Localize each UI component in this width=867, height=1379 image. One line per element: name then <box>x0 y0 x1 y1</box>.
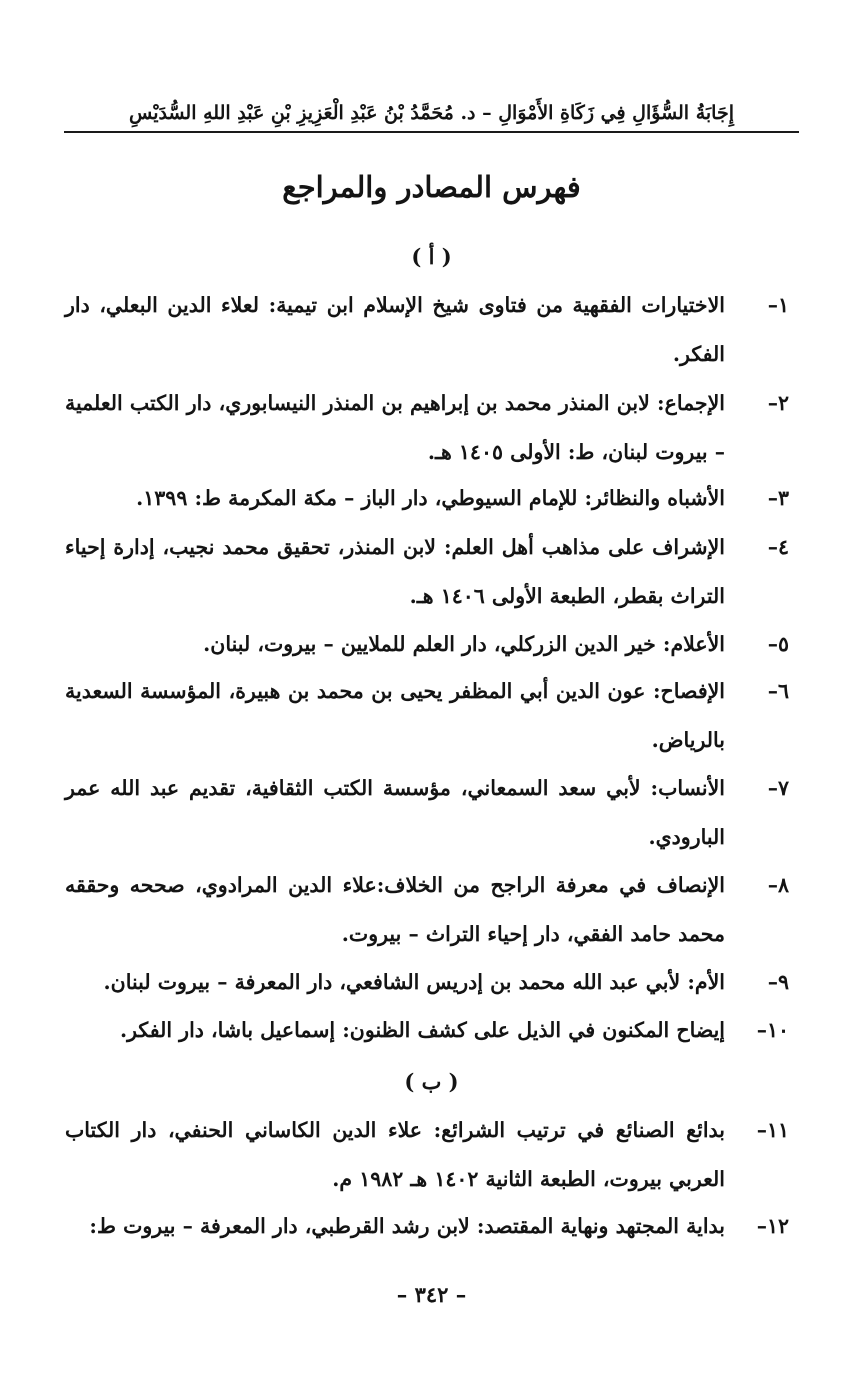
section-heading-ba: ( ب ) <box>404 1069 459 1094</box>
reference-entry-7 <box>65 764 789 862</box>
running-head: إِجَابَةُ السُّؤَالِ فِي زَكَاةِ الأَمْوَالِ – د. مُحَمَّدُ بْنُ عَبْدِ الْعَزِيزِ بْنِ عَبْدِ اللهِ السُّدَيْسِ <box>129 102 734 124</box>
entry-number: ٨– <box>767 873 789 897</box>
entry-text: الأم: لأبي عبد الله محمد بن إدريس الشافعي، دار المعرفة – بيروت لبنان. <box>103 970 725 994</box>
entry-text: الإجماع: لابن المنذر محمد بن إبراهيم بن المنذر النيسابوري، دار الكتب العلمية – بيروت لبنان، ط: الأولى ١٤٠٥ هـ. <box>65 391 725 464</box>
entry-number: ١١– <box>756 1118 789 1142</box>
entry-text: الاختيارات الفقهية من فتاوى شيخ الإسلام ابن تيمية: لعلاء الدين البعلي، دار الفكر. <box>65 293 725 366</box>
reference-entry-8 <box>65 861 789 959</box>
entry-text: بدائع الصنائع في ترتيب الشرائع: علاء الدين الكاساني الحنفي، دار الكتاب العربي بيروت، الطبعة الثانية ١٤٠٢ هـ ١٩٨٢ م. <box>65 1118 725 1191</box>
entry-number: ٩– <box>767 970 789 994</box>
entry-text: بداية المجتهد ونهاية المقتصد: لابن رشد القرطبي، دار المعرفة – بيروت ط: <box>89 1214 725 1238</box>
entry-text: الإنصاف في معرفة الراجح من الخلاف:علاء الدين المرادوي، صححه وحققه محمد حامد الفقي، دار إحياء التراث – بيروت. <box>65 873 725 946</box>
entry-number: ١– <box>767 293 789 317</box>
entry-text: إيضاح المكنون في الذيل على كشف الظنون: إسماعيل باشا، دار الفكر. <box>119 1018 725 1042</box>
entry-text: الأنساب: لأبي سعد السمعاني، مؤسسة الكتب الثقافية، تقديم عبد الله عمر البارودي. <box>65 776 725 849</box>
entry-number: ٦– <box>767 679 789 703</box>
entry-number: ١٢– <box>756 1214 789 1238</box>
reference-entry-10 <box>65 1006 789 1055</box>
reference-entry-6 <box>65 667 789 765</box>
page-title: فهرس المصادر والمراجع <box>282 170 581 204</box>
entry-text: الإشراف على مذاهب أهل العلم: لابن المنذر، تحقيق محمد نجيب، إدارة إحياء التراث بقطر، الطبعة الأولى ١٤٠٦ هـ. <box>65 535 725 608</box>
reference-entry-12 <box>65 1202 789 1251</box>
reference-entry-2 <box>65 379 789 477</box>
entry-number: ٣– <box>767 486 789 510</box>
reference-entry-11 <box>65 1106 789 1204</box>
reference-entry-1 <box>65 281 789 379</box>
page-number: – ٣٤٢ – <box>396 1282 467 1307</box>
entry-number: ٤– <box>767 535 789 559</box>
entry-number: ٧– <box>767 776 789 800</box>
reference-entry-3 <box>65 474 789 523</box>
header-rule <box>64 131 799 133</box>
entry-number: ١٠– <box>756 1018 789 1042</box>
entry-text: الأشباه والنظائر: للإمام السيوطي، دار الباز – مكة المكرمة ط: ١٣٩٩. <box>136 486 725 510</box>
reference-entry-9 <box>65 958 789 1007</box>
section-heading-alif: ( أ ) <box>411 244 452 269</box>
entry-text: الإفصاح: عون الدين أبي المظفر يحيى بن محمد بن هبيرة، المؤسسة السعدية بالرياض. <box>65 679 725 752</box>
reference-entry-4 <box>65 523 789 621</box>
reference-entry-5 <box>65 620 789 669</box>
entry-number: ٢– <box>767 391 789 415</box>
entry-number: ٥– <box>767 632 789 656</box>
entry-text: الأعلام: خير الدين الزركلي، دار العلم للملايين – بيروت، لبنان. <box>203 632 725 656</box>
